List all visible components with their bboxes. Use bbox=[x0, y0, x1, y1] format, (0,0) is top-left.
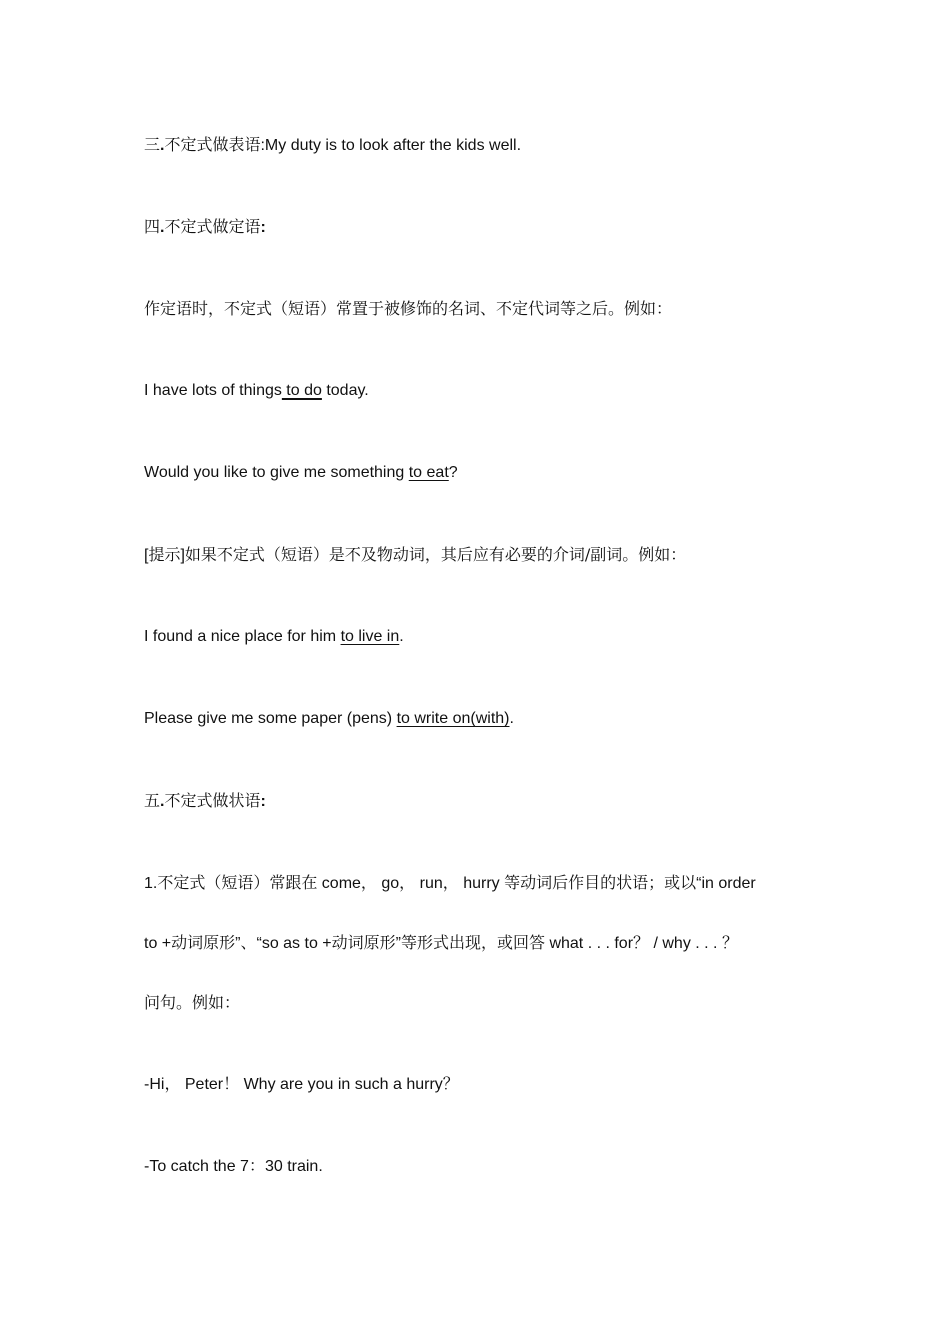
explanation-text: 等形式出现，或回答 bbox=[400, 933, 545, 952]
example-text: today. bbox=[321, 382, 369, 399]
explanation-text: 动词原形 bbox=[171, 933, 236, 952]
phrase-text: ”、“so as to + bbox=[235, 935, 332, 952]
tip-label: [提示] bbox=[144, 547, 185, 564]
phrase-text: ” bbox=[395, 935, 401, 952]
phrase-text: “in order bbox=[696, 875, 756, 892]
example-text: . bbox=[509, 710, 514, 727]
heading-adverbial bbox=[144, 791, 266, 812]
explanation-text: 不定式（短语）常跟在 bbox=[157, 873, 318, 892]
dialogue-question: -Hi， Peter！ Why are you in such a hurry？ bbox=[144, 1076, 459, 1093]
tip-text: 如果不定式（短语）是不及物动词，其后应有必要的介词/副词。例如： bbox=[184, 545, 687, 564]
example-text: Would you like to give me something bbox=[144, 464, 409, 481]
example-sentence bbox=[144, 381, 369, 401]
section-colon: : bbox=[260, 219, 266, 236]
dialogue-answer: -To catch the 7：30 train. bbox=[144, 1158, 323, 1175]
section-dot: . bbox=[160, 219, 165, 236]
section-number: 四 bbox=[144, 217, 161, 236]
example-text: I found a nice place for him bbox=[144, 628, 341, 645]
verb-list: come， go， run， hurry bbox=[317, 875, 505, 892]
section-colon: : bbox=[260, 793, 266, 810]
tip-line bbox=[144, 545, 686, 566]
section-number: 五 bbox=[144, 791, 161, 810]
adverbial-explanation bbox=[144, 873, 756, 894]
section-dot: . bbox=[160, 137, 165, 154]
section-number: 三 bbox=[144, 135, 161, 154]
section-label: 不定式做定语 bbox=[164, 217, 261, 236]
phrase-text: to + bbox=[144, 935, 172, 952]
question-forms: what . . . for？ / why . . . ？ bbox=[545, 935, 738, 952]
example-sentence bbox=[144, 627, 404, 647]
explanation-text: 等动词后作目的状语；或以 bbox=[504, 873, 697, 892]
item-number: 1. bbox=[144, 875, 158, 892]
section-label: 不定式做状语 bbox=[164, 791, 261, 810]
section-label: 不定式做表语 bbox=[164, 135, 261, 154]
example-text: Please give me some paper (pens) bbox=[144, 710, 397, 727]
underlined-infinitive: to live in bbox=[340, 628, 400, 645]
underlined-infinitive: to write on(with) bbox=[396, 710, 510, 727]
example-sentence bbox=[144, 709, 514, 729]
example-text: . bbox=[399, 628, 404, 645]
underlined-infinitive: to do bbox=[281, 382, 322, 399]
heading-predicative bbox=[144, 135, 521, 156]
attributive-explanation: 作定语时，不定式（短语）常置于被修饰的名词、不定代词等之后。例如： bbox=[144, 299, 673, 318]
section-example: :My duty is to look after the kids well. bbox=[260, 137, 522, 154]
section-dot: . bbox=[160, 793, 165, 810]
adverbial-explanation-continued bbox=[144, 933, 738, 954]
example-sentence bbox=[144, 463, 458, 483]
adverbial-explanation-end: 问句。例如： bbox=[144, 993, 241, 1012]
example-text: I have lots of things bbox=[144, 382, 282, 399]
heading-attributive bbox=[144, 217, 266, 238]
example-text: ? bbox=[448, 464, 458, 481]
explanation-text: 动词原形 bbox=[331, 933, 396, 952]
underlined-infinitive: to eat bbox=[408, 464, 449, 481]
